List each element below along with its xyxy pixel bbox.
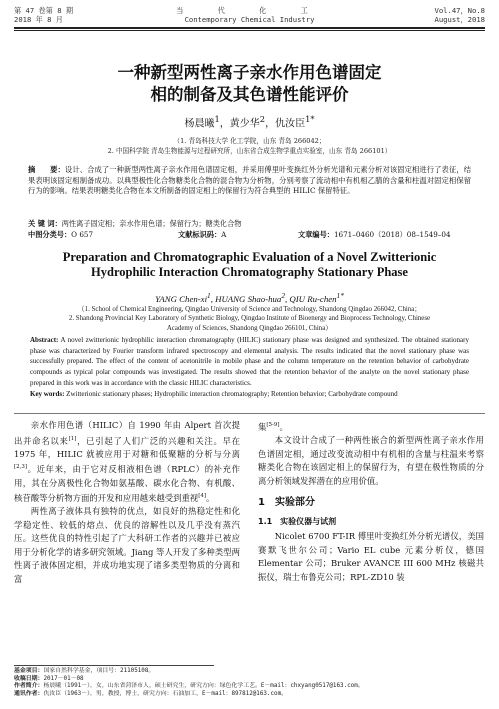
title-en-line-2: Hydrophilic Interaction Chromatography Stationary Phase xyxy=(91,265,408,279)
body-paragraph: 本文设计合成了一种两性嵌合的新型两性离子亲水作用色谱固定相，通过改变流动相中有机相的含量与柱温来考察糖类化合物在该固定相上的保留行为，有望在极性物质的分离分析领域发挥潜在的应用价值。 xyxy=(258,435,484,486)
body-column-left xyxy=(14,419,240,586)
footnotes xyxy=(14,668,485,698)
abstract-zh-text: 设计、合成了一种新型两性离子亲水作用色谱固定相，并采用傅里叶变换红外分析光谱和元素分析对该固定相进行了表征，结果表明该固定相制备成功。以典型极性化合物糖类化合物的混合物为分析物，分别考察了流动相中有机相乙腈的含量和柱温对固定相保留行为的影响。结果表明糖类化合物在本文所制备的固定相上的保留行为符合典型的 HILIC 保留特征。 xyxy=(28,165,472,196)
running-header xyxy=(14,4,485,28)
footnote-funding: 基金项目：国家自然科学基金，项目号：21105108。 xyxy=(14,668,155,674)
footnote-corresponding: 通讯作者：仇汝臣（1963－），男，教授，博士，研究方向：石油加工，E－mail：897812@163.com。 xyxy=(14,690,288,697)
affiliation-en-2: 2. Shandong Provincial Key Laboratory of Synthetic Biology, Qingdao Institute of Bioenergy and Bioprocess Technology, Chinese xyxy=(68,315,431,323)
date-en: August，2018 xyxy=(434,15,485,24)
section-divider xyxy=(14,413,485,414)
title-zh-line-1: 一种新型两性离子亲水作用色谱固定 xyxy=(117,63,382,82)
abstract-zh-label: 摘 要： xyxy=(28,165,65,174)
keywords-block-zh xyxy=(28,218,471,240)
abstract-en xyxy=(30,335,469,399)
keywords-en: Key words: Zwitterionic stationary phases; Hydrophilic interaction chromatography; Retention behavior; Carbohydrate compound xyxy=(30,389,398,398)
section-heading: 1 实验部分 xyxy=(258,497,315,509)
journal-name-en: Contemporary Chemical Industry xyxy=(184,15,315,24)
footnote-author: 作者简介：杨晨曦（1991－），女，山东省菏泽市人，硕士研究生，研究方向：绿色化学工艺。E－mail：chxyang0517@163.com。 xyxy=(14,683,364,690)
header-rule-thin xyxy=(14,30,485,31)
volume-zh: 第 47 卷第 8 期 xyxy=(14,6,74,15)
authors-zh: 杨晨曦$^1$，黄少华$^2$，仇汝臣$^{1*}$ xyxy=(184,114,315,130)
footnote-received: 收稿日期：2017－01－08 xyxy=(14,675,84,682)
header-center xyxy=(14,6,485,24)
abstract-zh xyxy=(28,165,471,197)
header-rule-thick xyxy=(14,27,485,29)
abstract-en-label: Abstract: xyxy=(30,336,59,344)
body-paragraph: 亲水作用色谱（HILIC）自 1990 年由 Alpert 首次提出并命名以来[1]，已引起了人们广泛的兴趣和关注。早在 1975 年，HILIC 就被应用于对糖和低聚糖的分析与分离[2,3]。近年来，由于它对反相液相色谱（RPLC）的补充作用，其在分离极性化合物如氨基酸、碳水化合物、有机酸、核苷酸等分析物方面的开发和应用越来越受到重视[4]。 xyxy=(14,420,241,503)
date-zh: 2018 年 8 月 xyxy=(14,15,63,24)
body-paragraph: Nicolet 6700 FT-IR 傅里叶变换红外分析光谱仪，美国赛默飞世尔公司；Vario EL cube 元素分析仪，德国 Elementar 公司；Bruker AVANCE III 600 MHz 核磁共振仪，瑞士布鲁克公司；RPL-ZD10 装 xyxy=(258,531,484,582)
title-zh-line-2: 相的制备及其色谱性能评价 xyxy=(150,85,349,104)
affiliations-en xyxy=(18,305,481,333)
classification-line: 中图分类号：O 657 文献标识码：A 文章编号：1671–0460（2018）08–1549–04 xyxy=(28,230,451,239)
title-en xyxy=(20,250,479,280)
keywords-zh: 关 键 词：两性离子固定相；亲水作用色谱；保留行为；糖类化合物 xyxy=(28,219,242,228)
header-right xyxy=(435,6,485,24)
affiliation-en-3: Academy of Sciences, Shandong Qingdao 266101, China） xyxy=(166,324,333,332)
subsection-heading: 1.1 实验仪器与试剂 xyxy=(258,516,337,526)
title-en-line-1: Preparation and Chromatographic Evaluation of a Novel Zwitterionic xyxy=(62,250,437,264)
volume-en: Vol.47，No.8 xyxy=(434,6,485,15)
footnote-rule xyxy=(14,665,214,666)
affiliations-zh xyxy=(40,137,459,156)
title-zh xyxy=(40,62,459,106)
body-column-right xyxy=(258,419,484,584)
authors-en: YANG Chen-$xi^1$, HUANG Shao-hua$^2$, QIU Ru-chen$^{1*}$ xyxy=(155,291,344,304)
affiliation-zh-1: （1. 青岛科技大学 化工学院，山东 青岛 266042； xyxy=(173,137,326,145)
body-paragraph-continued: 集[5-9]。 xyxy=(258,421,288,432)
journal-name-zh: 当 代 化 工 xyxy=(176,6,323,15)
body-paragraph: 两性离子液体具有独特的优点，如良好的热稳定性和化学稳定性、较低的熔点、优良的溶解性以及几乎没有蒸汽压。这些优良的特性引起了广大科研工作者的兴趣并已被应用于分析化学的诸多研究领域。Jiang 等人开发了多种类型两性离子液体固定相，并成功地实现了诸多类型物质的分离和富 xyxy=(14,506,240,584)
abstract-en-text: A novel zwitterionic hydrophilic interaction chromatography (HILIC) stationary phase was designed and synthesized. The obtained stationary phase was characterized by Fourier transform infrared spectroscopy and elemental analysis. The results indicated that the novel stationary phase was successfully prepared. The effect of the content of acetonitrile in mobile phase and the column temperature on the retention behavior of carbohydrate compounds as typical polar compounds was investigated. The results showed that the retention behavior of the analyte on the novel stationary phase prepared in this work was in accordance with the classic HILIC characteristics. xyxy=(30,336,469,387)
affiliation-zh-2: 2. 中国科学院 青岛生物能源与过程研究所，山东省合成生物学重点实验室，山东 青岛 266101） xyxy=(107,146,392,155)
affiliation-en-1: （1. School of Chemical Engineering, Qingdao University of Science and Technology, Shandong Qingdao 266042, China； xyxy=(77,306,422,313)
